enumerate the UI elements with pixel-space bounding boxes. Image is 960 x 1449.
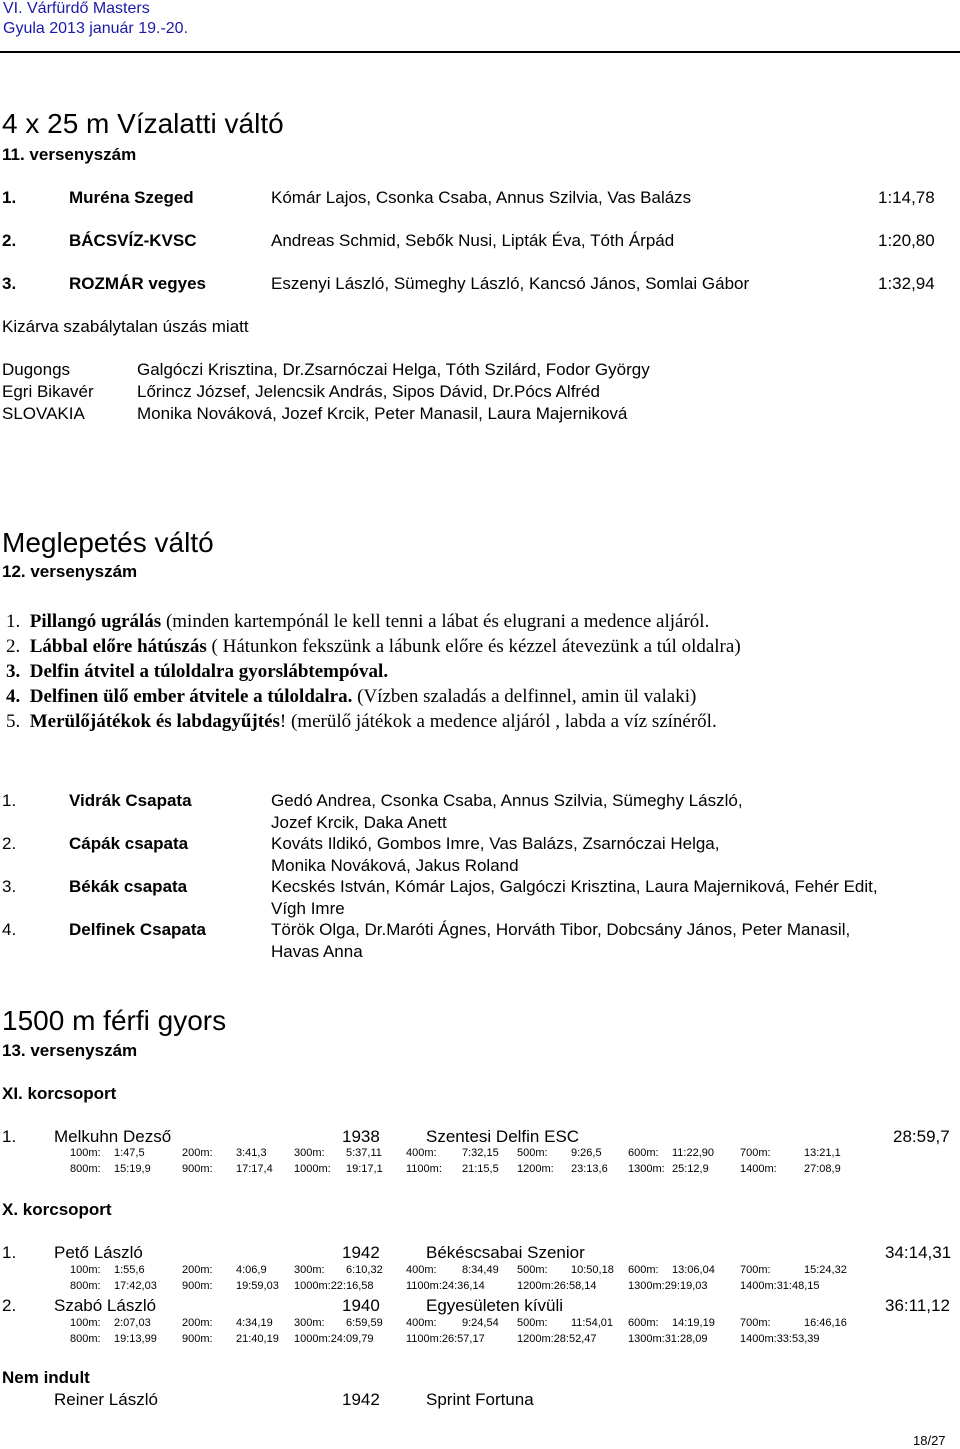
section-title-relay1: 4 x 25 m Vízalatti váltó <box>2 108 284 139</box>
split-label: 1100m:24:36,14 <box>406 1280 485 1292</box>
age-group-x: X. korcsoport <box>2 1200 112 1219</box>
members-cont: Havas Anna <box>271 942 363 961</box>
split-label: 100m: <box>70 1147 101 1159</box>
split-time: 9:26,5 <box>571 1147 602 1159</box>
split-label: 700m: <box>740 1147 771 1159</box>
split-label: 1000m:24:09,79 <box>294 1333 374 1345</box>
rule-item: 2. Lábbal előre hátúszás ( Hátunkon fekszünk a lábunk előre és kézzel átevezünk a túl oldalra) <box>6 636 741 657</box>
split-label: 1300m:29:19,03 <box>628 1280 708 1292</box>
rule-item: 5. Merülőjátékok és labdagyűjtés! (merülő játékok a medence aljáról , labda a víz színéről. <box>6 711 717 732</box>
event-number-12: 12. versenyszám <box>2 562 138 581</box>
time: 1:32,94 <box>878 274 935 293</box>
split-label: 700m: <box>740 1264 771 1276</box>
dq-members: Galgóczi Krisztina, Dr.Zsarnóczai Helga, Tóth Szilárd, Fodor György <box>137 360 650 379</box>
split-label: 400m: <box>406 1264 437 1276</box>
split-time: 14:19,19 <box>672 1317 715 1329</box>
members: Eszenyi László, Sümeghy László, Kancsó János, Somlai Gábor <box>271 274 750 293</box>
split-time: 2:07,03 <box>114 1317 151 1329</box>
rule-item: 3. Delfin átvitel a túloldalra gyorslábtempóval. <box>6 661 389 682</box>
split-time: 8:34,49 <box>462 1264 499 1276</box>
split-time: 10:50,18 <box>571 1264 614 1276</box>
split-label: 300m: <box>294 1317 325 1329</box>
dq-members: Monika Nováková, Jozef Krcik, Peter Manasil, Laura Majerniková <box>137 404 628 423</box>
split-label: 1000m: <box>294 1163 331 1175</box>
club: Békéscsabai Szenior <box>426 1243 585 1262</box>
place: 1. <box>2 791 17 810</box>
split-label: 1400m: <box>740 1163 777 1175</box>
final-time: 28:59,7 <box>893 1127 950 1146</box>
split-time: 21:40,19 <box>236 1333 279 1345</box>
members: Török Olga, Dr.Maróti Ágnes, Horváth Tibor, Dobcsány János, Peter Manasil, <box>271 920 851 939</box>
split-time: 25:12,9 <box>672 1163 709 1175</box>
birth-year: 1940 <box>342 1296 380 1315</box>
split-label: 500m: <box>517 1264 548 1276</box>
members-cont: Jozef Krcik, Daka Anett <box>271 813 447 832</box>
split-time: 19:59,03 <box>236 1280 279 1292</box>
split-time: 7:32,15 <box>462 1147 499 1159</box>
split-time: 1:55,6 <box>114 1264 145 1276</box>
split-label: 700m: <box>740 1317 771 1329</box>
swimmer-name: Melkuhn Dezső <box>54 1127 172 1146</box>
dq-members: Lőrincz József, Jelencsik András, Sipos Dávid, Dr.Pócs Alfréd <box>137 382 600 401</box>
split-time: 15:19,9 <box>114 1163 151 1175</box>
club: Sprint Fortuna <box>426 1390 534 1409</box>
split-label: 600m: <box>628 1147 659 1159</box>
split-label: 300m: <box>294 1147 325 1159</box>
place: 1. <box>2 1243 17 1262</box>
page-number: 18/27 <box>913 1433 946 1448</box>
dq-team: SLOVAKIA <box>2 404 85 423</box>
split-time: 1:47,5 <box>114 1147 145 1159</box>
birth-year: 1942 <box>342 1243 380 1262</box>
section-title-1500: 1500 m férfi gyors <box>2 1005 227 1036</box>
split-time: 13:21,1 <box>804 1147 841 1159</box>
team: Cápák csapata <box>69 834 189 853</box>
members: Kecskés István, Kómár Lajos, Galgóczi Krisztina, Laura Majerniková, Fehér Edit, <box>271 877 878 896</box>
split-time: 13:06,04 <box>672 1264 715 1276</box>
club: Szentesi Delfin ESC <box>426 1127 580 1146</box>
team: Vidrák Csapata <box>69 791 192 810</box>
split-time: 6:59,59 <box>346 1317 383 1329</box>
time: 1:20,80 <box>878 231 935 250</box>
split-label: 200m: <box>182 1317 213 1329</box>
split-label: 1300m: <box>628 1163 665 1175</box>
split-label: 500m: <box>517 1317 548 1329</box>
place: 1. <box>2 188 17 207</box>
split-label: 1200m:26:58,14 <box>517 1280 597 1292</box>
split-label: 800m: <box>70 1163 101 1175</box>
members: Kováts Ildikó, Gombos Imre, Vas Balázs, Zsarnóczai Helga, <box>271 834 720 853</box>
members-cont: Vígh Imre <box>271 899 345 918</box>
header-title: VI. Várfürdő Masters <box>3 0 150 17</box>
split-time: 15:24,32 <box>804 1264 847 1276</box>
place: 1. <box>2 1127 17 1146</box>
place: 2. <box>2 834 17 853</box>
members-cont: Monika Nováková, Jakus Roland <box>271 856 519 875</box>
split-label: 100m: <box>70 1264 101 1276</box>
place: 3. <box>2 274 17 293</box>
split-label: 200m: <box>182 1264 213 1276</box>
split-time: 4:06,9 <box>236 1264 267 1276</box>
split-label: 600m: <box>628 1317 659 1329</box>
split-time: 9:24,54 <box>462 1317 499 1329</box>
swimmer-name: Pető László <box>54 1243 143 1262</box>
split-label: 1100m:26:57,17 <box>406 1333 485 1345</box>
place: 3. <box>2 877 17 896</box>
split-time: 19:17,1 <box>346 1163 383 1175</box>
split-time: 27:08,9 <box>804 1163 841 1175</box>
split-label: 300m: <box>294 1264 325 1276</box>
event-number-11: 11. versenyszám <box>2 145 137 164</box>
split-label: 1400m:33:53,39 <box>740 1333 820 1345</box>
members: Kómár Lajos, Csonka Csaba, Annus Szilvia, Vas Balázs <box>271 188 692 207</box>
club: Egyesületen kívüli <box>426 1296 564 1315</box>
place: 2. <box>2 231 17 250</box>
dns-title: Nem indult <box>2 1368 90 1387</box>
split-label: 900m: <box>182 1333 213 1345</box>
team: ROZMÁR vegyes <box>69 274 206 293</box>
rule-item: 1. Pillangó ugrálás (minden kartempónál le kell tenni a lábat és elugrani a medence aljáról. <box>6 611 710 632</box>
split-label: 100m: <box>70 1317 101 1329</box>
split-label: 1100m: <box>406 1163 442 1175</box>
split-label: 1400m:31:48,15 <box>740 1280 820 1292</box>
members: Andreas Schmid, Sebők Nusi, Lipták Éva, Tóth Árpád <box>271 231 675 250</box>
split-label: 900m: <box>182 1280 213 1292</box>
split-time: 3:41,3 <box>236 1147 267 1159</box>
split-time: 5:37,11 <box>346 1147 382 1159</box>
split-label: 200m: <box>182 1147 213 1159</box>
split-label: 1300m:31:28,09 <box>628 1333 708 1345</box>
final-time: 36:11,12 <box>885 1296 950 1315</box>
header-subtitle: Gyula 2013 január 19.-20. <box>3 20 189 37</box>
swimmer-name: Reiner László <box>54 1390 158 1409</box>
age-group-xi: XI. korcsoport <box>2 1084 117 1103</box>
split-time: 6:10,32 <box>346 1264 383 1276</box>
place: 4. <box>2 920 17 939</box>
dq-team: Egri Bikavér <box>2 382 94 401</box>
split-label: 500m: <box>517 1147 548 1159</box>
rule-item: 4. Delfinen ülő ember átvitele a túloldalra. (Vízben szaladás a delfinnel, amin ül valaki) <box>6 686 697 707</box>
team: Delfinek Csapata <box>69 920 206 939</box>
time: 1:14,78 <box>878 188 935 207</box>
split-label: 400m: <box>406 1317 437 1329</box>
split-time: 23:13,6 <box>571 1163 608 1175</box>
split-label: 1200m:28:52,47 <box>517 1333 597 1345</box>
split-label: 800m: <box>70 1333 101 1345</box>
split-time: 17:17,4 <box>236 1163 273 1175</box>
split-time: 19:13,99 <box>114 1333 157 1345</box>
split-time: 21:15,5 <box>462 1163 499 1175</box>
split-time: 17:42,03 <box>114 1280 157 1292</box>
dq-title: Kizárva szabálytalan úszás miatt <box>2 317 249 336</box>
split-label: 600m: <box>628 1264 659 1276</box>
split-time: 16:46,16 <box>804 1317 847 1329</box>
final-time: 34:14,31 <box>885 1243 952 1262</box>
header-rule <box>0 51 960 53</box>
members: Gedó Andrea, Csonka Csaba, Annus Szilvia, Sümeghy László, <box>271 791 743 810</box>
split-time: 4:34,19 <box>236 1317 273 1329</box>
split-label: 800m: <box>70 1280 101 1292</box>
split-label: 900m: <box>182 1163 213 1175</box>
split-label: 1200m: <box>517 1163 554 1175</box>
birth-year: 1942 <box>342 1390 380 1409</box>
section-title-relay2: Meglepetés váltó <box>2 527 214 558</box>
split-label: 1000m:22:16,58 <box>294 1280 374 1292</box>
split-label: 400m: <box>406 1147 437 1159</box>
swimmer-name: Szabó László <box>54 1296 157 1315</box>
event-number-13: 13. versenyszám <box>2 1041 138 1060</box>
birth-year: 1938 <box>342 1127 380 1146</box>
team: BÁCSVÍZ-KVSC <box>69 231 197 250</box>
team: Békák csapata <box>69 877 188 896</box>
team: Muréna Szeged <box>69 188 194 207</box>
dq-team: Dugongs <box>2 360 71 379</box>
place: 2. <box>2 1296 17 1315</box>
split-time: 11:22,90 <box>672 1147 715 1159</box>
split-time: 11:54,01 <box>571 1317 614 1329</box>
